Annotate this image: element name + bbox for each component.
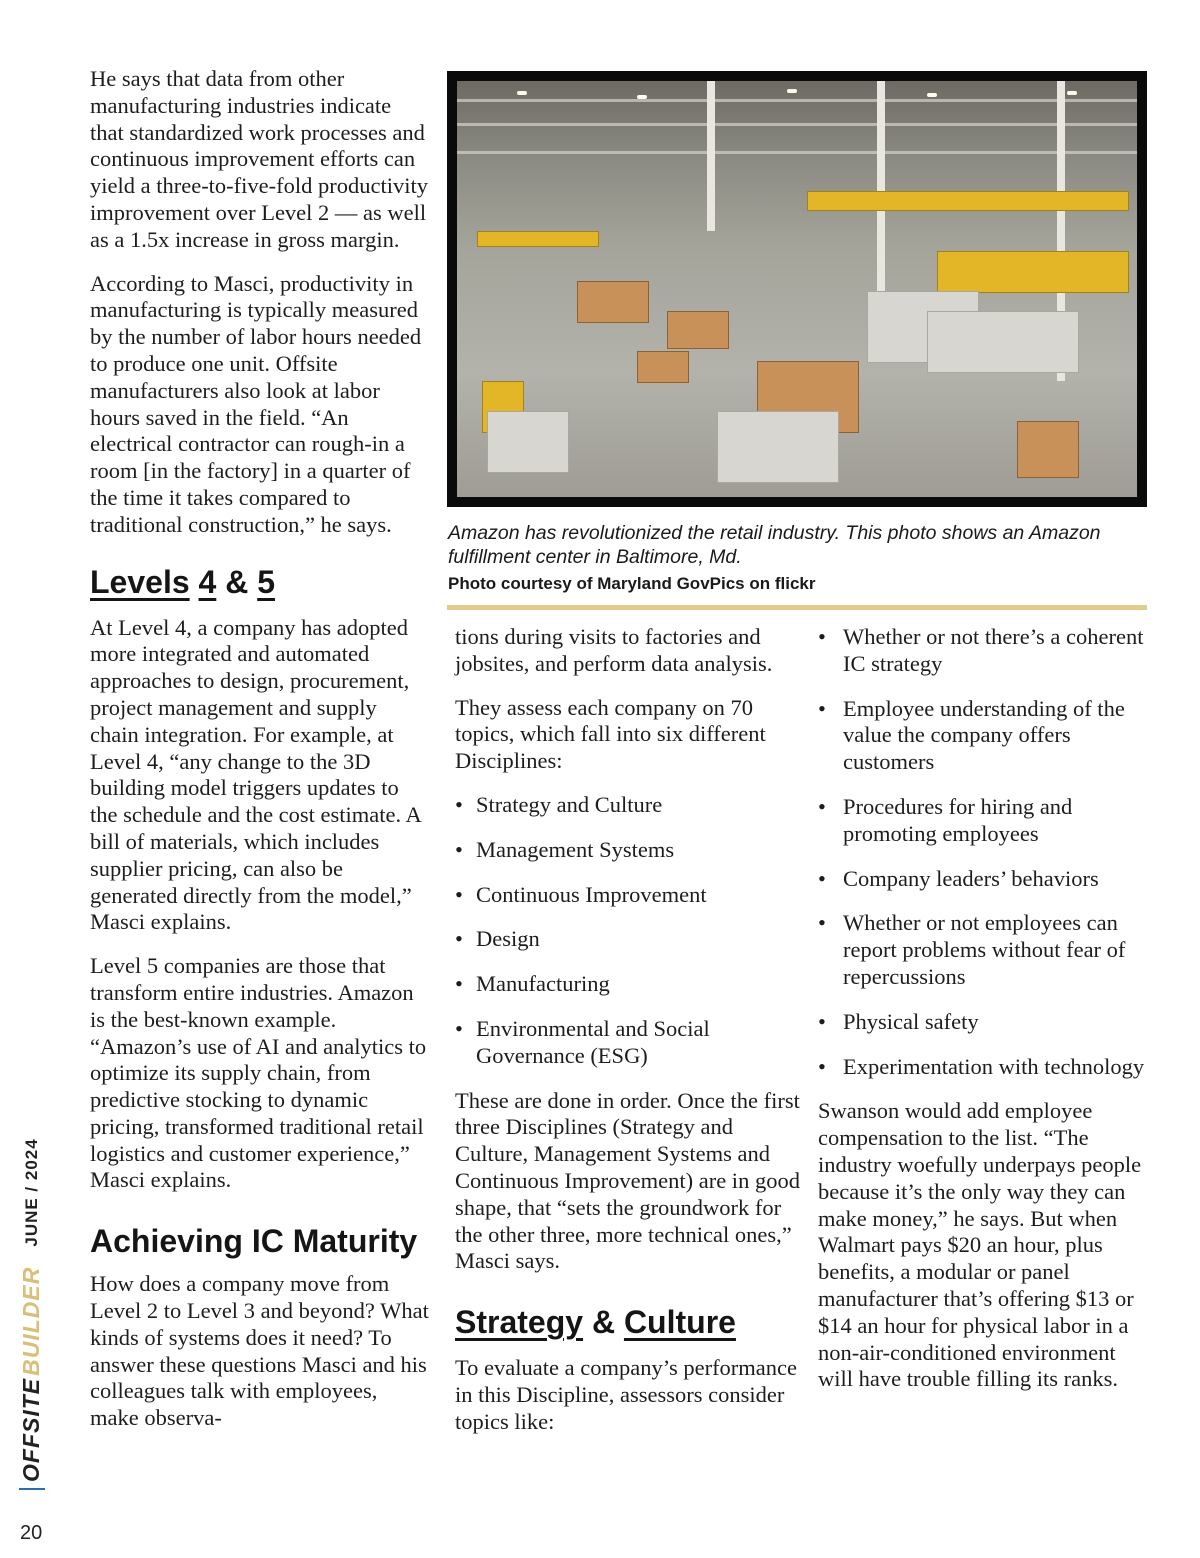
list-item: • Strategy and Culture [455, 792, 800, 819]
heading-ampersand: & [591, 1304, 616, 1341]
sidebar-accent-bar [19, 1488, 45, 1490]
article-column-2 [455, 624, 800, 1453]
paragraph: Swanson would add employee compensation to the list. “The industry woefully underpays people because it’s the only way they can make money,” he says. But when Walmart pays $20 an hour, plus benefits, a modular or panel manufacturer that’s offering $13 or $14 an hour for physical labor in a non-air-conditioned environment will have trouble filling its ranks. [818, 1098, 1142, 1392]
paragraph: They assess each company on 70 topics, which fall into six different Disciplines: [455, 694, 766, 774]
disciplines-list [455, 792, 800, 1070]
section-heading-levels [90, 563, 430, 601]
paragraph: He says that data from other manufacturing industries indicate that standardized work processes and continuous improvement efforts can yield a three-to-five-fold productivity improvement over Level 2 — as well as a 1.5x increase in gross margin. [90, 66, 429, 252]
heading-word: 4 [198, 563, 217, 600]
paragraph: How does a company move from Level 2 to Level 3 and beyond? What kinds of systems does it need? To answer these questions Masci and his colleagues talk with employees, make observa- [90, 1271, 429, 1431]
warehouse-photo [457, 81, 1137, 497]
paragraph: These are done in order. Once the first three Disciplines (Strategy and Culture, Management Systems and Continuous Improvement) are in good shape, that “sets the groundwork for the other three, more technical ones,” Masci says. [455, 1087, 800, 1274]
list-item: • Employee understanding of the value the company offers customers [818, 696, 1148, 776]
paragraph: According to Masci, productivity in manufacturing is typically measured by the number of labor hours needed to produce one unit. Offsite manufacturers also look at labor hours saved in the field. “An electrical contractor can rough-in a room [in the factory] in a quarter of the time it takes compared to traditional construction,” he says. [90, 270, 422, 537]
photo-caption: Amazon has revolutionized the retail industry. This photo shows an Amazon fulfillment center in Baltimore, Md. [448, 522, 1101, 568]
article-column-3 [818, 624, 1148, 1410]
list-item: • Manufacturing [455, 971, 800, 998]
heading-word: Strategy [455, 1304, 584, 1341]
list-item: • Design [455, 926, 800, 953]
list-item: • Whether or not employees can report problems without fear of repercussions [818, 910, 1148, 990]
list-item: • Procedures for hiring and promoting employees [818, 794, 1148, 848]
list-item: • Management Systems [455, 837, 800, 864]
list-item: • Environmental and Social Governance (ESG) [455, 1016, 800, 1070]
photo-credit: Photo courtesy of Maryland GovPics on flickr [448, 574, 816, 593]
list-item: • Physical safety [818, 1009, 1148, 1036]
heading-ampersand: & [225, 563, 249, 600]
topics-list [818, 624, 1148, 1080]
divider-rule [447, 605, 1147, 610]
list-item: • Continuous Improvement [455, 882, 800, 909]
magazine-name-builder: BUILDER [18, 1266, 44, 1376]
heading-word: 5 [257, 563, 275, 600]
paragraph: At Level 4, a company has adopted more integrated and automated approaches to design, procurement, project management and supply chain integration. For example, at Level 4, “any change to the 3D building model triggers updates to the schedule and the cost estimate. A bill of materials, which includes supplier pricing, can also be generated directly from the model,” Masci explains. [90, 614, 421, 935]
section-heading-strategy [455, 1303, 800, 1341]
magazine-sidebar [18, 1138, 45, 1490]
paragraph: Level 5 companies are those that transform entire industries. Amazon is the best-known example. “Amazon’s use of AI and analytics to optimize its supply chain, from predictive stocking to dynamic pricing, transformed traditional retail logistics and customer experience,” Masci explains. [90, 953, 427, 1193]
article-column-1 [90, 66, 430, 1449]
magazine-name-offsite: OFFSITE [18, 1377, 44, 1482]
list-item: • Experimentation with technology [818, 1054, 1148, 1081]
issue-date: JUNE / 2024 [21, 1138, 41, 1247]
page-number: 20 [20, 1522, 43, 1544]
list-item: • Whether or not there’s a coherent IC strategy [818, 624, 1148, 678]
photo-frame [447, 71, 1147, 507]
heading-word: Levels [90, 563, 190, 600]
paragraph: To evaluate a company’s performance in this Discipline, assessors consider topics like: [455, 1355, 798, 1434]
list-item: • Company leaders’ behaviors [818, 866, 1148, 893]
heading-word: Culture [623, 1304, 736, 1341]
section-heading-achieving: Achieving IC Maturity [90, 1223, 418, 1260]
paragraph: tions during visits to factories and jobsites, and perform data analysis. [455, 624, 773, 676]
